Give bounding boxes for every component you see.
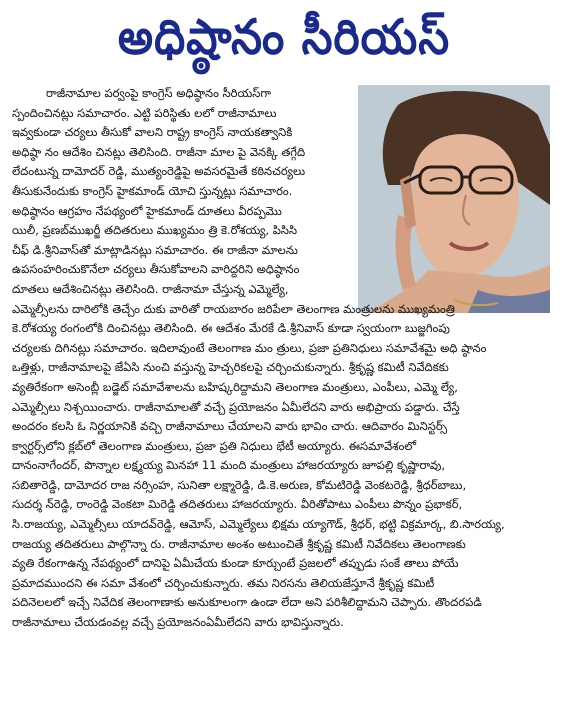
article-line: దానంనాగేందర్, పొన్నాల లక్ష్మయ్య మినహా 11 మంది మంత్రులు హాజరయ్యారు జూపల్లి కృష్ణారావు, <box>12 458 446 473</box>
article-line: సుదర్శ న్‌రెడ్డి, రాంరెడ్డి వెంకటా మిరెడ్డి తదితరులు హాజరయ్యారు. వీరితోపాటు ఎంపీలు పొన్నం ప్రభాకర్, <box>12 497 463 512</box>
article-line: ఇవ్వకుండా చర్యలు తీసుకో వాలని రాష్ట్ర కాంగ్రెస్ నాయకత్వానికి <box>12 125 293 140</box>
article-line: లేదంటున్న దామోదర్ రెడ్డి, ముత్యంరెడ్డిపై అవసరమైతే కఠినచర్యలు <box>12 164 306 179</box>
article-line: రాజీనామాల పర్వంపై కాంగ్రెస్ అధిష్ఠానం సీరియస్‌గా <box>46 86 271 100</box>
article-line: వ్యతి రేకంగాఉన్న నేపథ్యంలో దానిపై ఏమీచేయ కుండా కూర్చుంటే ప్రజలలో తప్పుడు సంకే తాలు పోయే <box>12 556 459 571</box>
article-line: పదినెలలలో ఇచ్చే నివేదిక తెలంగాణాకు అనుకూలంగా ఉండా లేదా అని పరిశీలిద్దామని చెప్పారు. తొందరపడి <box>12 595 482 610</box>
article-line: ఎమ్మెల్సీలను దారిలోకి తెచ్చేం దుకు వారితో రాయబారం జరిపేలా తెలంగాణ మంత్రులను ముఖ్యమంత్రి <box>12 301 455 316</box>
article-continuation <box>12 300 558 633</box>
article-line: అధిష్ఠా నం ఆదేశిం చినట్లు తెలిసింది. రాజీనా మాల పై వెనక్కి తగ్గేది <box>12 144 306 159</box>
headline-banner <box>0 0 568 76</box>
article-line: ఉపసంహరించుకొనేలా చర్యలు తీసుకోవాలని వారిద్దరిని అధిష్ఠానం <box>12 262 300 277</box>
article-line: రాజయ్య తదితరులు పాల్గొన్నా రు. రాజీనామాల అంశం అటుంచితే శ్రీకృష్ణ కమిటీ నివేదికలు తెలంగాణకు <box>12 536 466 551</box>
article-line: వ్యతిరేకంగా అసెంబ్లీ బడ్జెట్ సమావేశాలను బహిష్కరిద్దామని తెలంగాణ మంత్రులు, ఎంపీలు, ఎమ్మె ల్యే, <box>12 379 458 394</box>
article-line: చర్యలకు దిగినట్లు సమాచారం. ఇదిలావుంటే తెలంగాణ మం త్రులు, ప్రజా ప్రతినిధులు సమావేశమై అధి ష్ఠానం <box>12 340 487 355</box>
headline-title: అధిష్ఠానం సీరియస్ <box>117 9 451 66</box>
article-line: తీసుకునేందుకు కాంగ్రెస్ హైకమాండ్ యోచి స్తున్నట్లు సమాచారం. <box>12 183 293 198</box>
article-line: దూతలు ఆదేశించినట్లు తెలిసింది. రాజీనామా చేస్తున్న ఎమ్మెల్యే, <box>12 281 289 296</box>
article-line: సబితారెడ్డి, దామోదర రాజ నర్సింహ, సునితా లక్ష్మారెడ్డి, డి.కె.అరుణ, కోమటిరెడ్డి వెంకటరెడ్డి, శ్రీధర్‌బాబు, <box>12 477 467 492</box>
article-line: చీఫ్ డి.శ్రీనివాస్‌తో మాట్లాడినట్లు సమాచారం. ఈ రాజీనా మాలను <box>12 242 298 257</box>
article-line: ప్రమాదముందని ఈ సమా వేశంలో చర్చించుకున్నారు. తమ నిరసను తెలియజేస్తూనే శ్రీకృష్ణ కమిటీ <box>12 575 435 590</box>
article-line: సి.రాజయ్య, ఎమ్మెల్సీలు యాదవ్‌రెడ్డి, ఆమోస్, ఎమ్మెల్యేలు భిక్షమ య్యాగౌడ్, శ్రీధర్, భట్టి విక్రమార్క, బి.సారయ్య, <box>12 517 505 532</box>
article-line: అందరం కలసి ఓ నిర్ణయానికి వచ్చి రాజీనామాలు చేయాలని వారు భావిం చారు. ఆదివారం మినిస్టర్స్ <box>12 419 448 434</box>
article-body <box>12 84 558 633</box>
article-line: స్పందించినట్లు సమాచారం. ఎట్టి పరిస్థితు లలో రాజీనామాలు <box>12 105 277 120</box>
article-line: యిలీ, ప్రణబ్‌ముఖర్జీ తదితరులు ముఖ్యమం త్రి కె.రోశయ్య, పిసిసి <box>12 223 298 238</box>
article-intro <box>12 84 558 300</box>
article-line: ఎమ్మెల్సీలు నిశ్చయించారు. రాజీనామాలతో వచ్చే ప్రయోజనం ఏమీలేదని వారు అభిప్రాయ పడ్డారు. చేస్తే <box>12 399 460 414</box>
article-line: అధిష్ఠానం ఆగ్రహం నేపథ్యంలో హైకమాండ్ దూతలు వీరప్పమొ <box>12 203 282 218</box>
article-line: క్వార్టర్స్‌లోని క్లబ్‌లో తెలంగాణ మంత్రులు, ప్రజా ప్రతి నిధులు భేటీ అయ్యారు. ఈసమావేశంలో <box>12 438 417 453</box>
article-line: కె.రోశయ్య రంగంలోకి దించినట్లు తెలిసింది. ఈ ఆదేశం మేరకే డి.శ్రీనివాస్ కూడా స్వయంగా బుజ్జగింపు <box>12 321 450 336</box>
article-line: ఒత్తిళ్లు, రాజీనామాలపై జేఏసి నుంచి వస్తున్న హెచ్చరికలపై చర్చించుకున్నారు. శ్రీకృష్ణ కమిటీ నివేదికకు <box>12 360 449 375</box>
article-line: రాజీనామాలు చేయడంవల్ల వచ్చే ప్రయోజనంఏమీలేదని వారు భావిస్తున్నారు. <box>12 615 344 630</box>
